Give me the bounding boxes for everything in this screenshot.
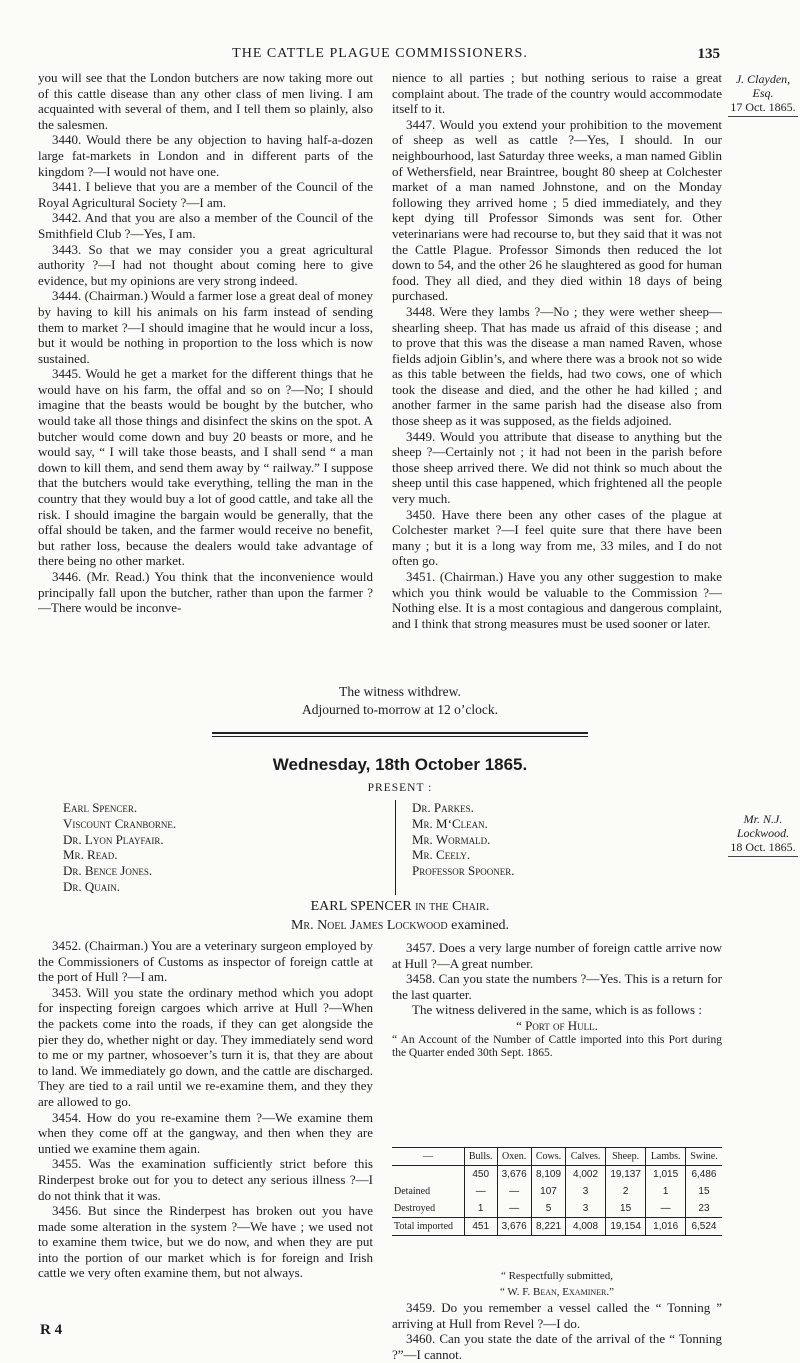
signature-line: “ W. F. Bean, Examiner.” [499,1285,614,1298]
table-cell: 19,137 [605,1166,646,1184]
table-cell: 23 [685,1200,722,1218]
chair-line: EARL SPENCER in the Chair. [310,899,490,914]
attendee: Dr. Parkes. [412,800,474,815]
table-cell: 15 [685,1183,722,1200]
table-header: — [392,1148,464,1166]
margin-witness-name: Mr. N.J. Lockwood. [736,812,790,840]
witness-withdrew: The witness withdrew. [339,684,461,699]
margin-witness-name: J. Clayden, Esq. [735,72,791,100]
attendee: Professor Spooner. [412,863,515,879]
paragraph: 3446. (Mr. Read.) You think that the inconvenience would principally fall upon the butcher, rather than upon the farmer ?—There would be inconve- [38,569,373,616]
present-label: PRESENT : [367,782,433,794]
attendee: Mr. Read. [63,847,118,863]
margin-witness-date: 17 Oct. 1865. [728,100,798,117]
section-rule [212,732,588,734]
table-cell: 451 [464,1218,497,1236]
table-cell: 2 [605,1183,646,1200]
section-rule [212,736,588,737]
table-header: Oxen. [497,1148,531,1166]
paragraph: 3452. (Chairman.) You are a veterinary surgeon employed by the Commissioners of Customs as inspector of foreign cattle at the port of Hull ?—I am. [38,938,373,985]
table-header: Bulls. [464,1148,497,1166]
attendee: Mr. Wormald. [412,831,491,847]
examined-suffix: examined. [447,918,510,933]
account-title: “ An Account of the Number of Cattle imported into this Port during the Quarter ended 30th Sept. 1865. [392,1033,722,1060]
table-cell: 1,016 [646,1218,686,1236]
table-header: Sheep. [605,1148,646,1166]
table-cell: 6,486 [685,1166,722,1184]
table-cell: 3 [566,1183,606,1200]
paragraph: 3448. Were they lambs ?—No ; they were wether sheep—shearling sheep. That has made us afraid of this disease ; and to prove that this was the disease a man named Raven, whose fields adjoin Giblin’s, and where there was a brook not so wide as this table between the fields, had two cows, one of which took the disease and died, and the other he had killed ; and another farmer in the same parish had the disease also from those sheep as it was supposed, as the fields adjoined. [392,303,722,429]
margin-note-witness-2 [728,812,798,857]
signature-mark: R 4 [40,1322,63,1338]
attendees-left [63,800,383,895]
table-cell: Destroyed [394,1203,436,1214]
paragraph: 3441. I believe that you are a member of the Council of the Royal Agricultural Society ?—I am. [38,179,373,210]
table-cell: 15 [605,1200,646,1218]
table-header: Swine. [685,1148,722,1166]
table-header-row [392,1148,722,1166]
adjourned-note: Adjourned to-morrow at 12 o’clock. [301,702,499,717]
table-cell: Detained [394,1186,431,1197]
paragraph: 3457. Does a very large number of foreign cattle arrive now at Hull ?—A great number. [392,940,722,971]
table-cell: 4,002 [566,1166,606,1184]
paragraph: 3455. Was the examination sufficiently strict before this Rinderpest broke out for you to detect any serious illness ?—I do not think that it was. [38,1156,373,1203]
attendee: Dr. Bence Jones. [63,863,153,879]
left-column-top [38,70,373,616]
table-cell: 3 [566,1200,606,1218]
paragraph: 3449. Would you attribute that disease to anything but the sheep ?—Certainly not ; it had not been in the parish before those sheep arrived there. We did not think so much about the sheep until this case happened, which frightened all the people very much. [392,428,722,507]
table-cell: — [464,1183,497,1200]
paragraph: 3454. How do you re-examine them ?—We examine them when they come off at the gangway, and then when they are untied we examine them again. [38,1109,373,1156]
right-column-bottom [392,940,722,1061]
left-column-bottom [38,938,373,1281]
table-cell: 8,221 [531,1218,566,1236]
page-header [40,46,720,66]
table-cell: 19,154 [605,1218,646,1236]
port-heading: “ Port of Hull. [516,1017,598,1033]
margin-note-witness-1 [728,72,798,117]
paragraph: you will see that the London butchers are now taking more out of this cattle disease than any other class of men living. I am acquainted with several of them, and I tell them so plainly, also the salesmen. [38,70,373,132]
paragraph: 3444. (Chairman.) Would a farmer lose a great deal of money by having to kill his animals on his farm instead of sending them to market ?—I should imagine that he would incur a loss, but it would be nothing in proportion to the loss which is now sustained. [38,288,373,366]
table-cell: 450 [464,1166,497,1184]
attendees-right [412,800,732,879]
signature-line: “ Respectfully submitted, [500,1270,614,1282]
table-header: Calves. [566,1148,606,1166]
page-number: 135 [697,46,720,62]
cattle-import-table [392,1147,722,1236]
right-column-top [392,70,722,631]
attendee: Mr. Ceely. [412,847,471,863]
attendee: Dr. Lyon Playfair. [63,831,164,847]
table-header: Cows. [531,1148,566,1166]
examined-line [0,918,800,934]
table-cell: 3,676 [497,1218,531,1236]
paragraph: 3453. Will you state the ordinary method which you adopt for inspecting foreign cargoes which arrive at Hull ?—When the packets come into the roads, if they can get alongside the pier they do, whether night or day. They immediately send word to me or my partner, whosoever’s turn it is, that they are about to land. We immediately go down, and the cattle are discharged. They are tied to a rail until we re-examine them, and they they are allowed to go. [38,984,373,1109]
table-cell: — [646,1200,686,1218]
paragraph: 3442. And that you are also a member of the Council of the Smithfield Club ?—Yes, I am. [38,210,373,241]
attendee: Earl Spencer. [63,800,138,815]
attendee: Mr. M‘Clean. [412,815,488,831]
paragraph: 3450. Have there been any other cases of the plague at Colchester market ?—I feel quite sure that there have been many ; but it is a long way from me, 33 miles, and I do not often go. [392,506,722,569]
margin-witness-date: 18 Oct. 1865. [728,840,798,857]
table-cell: Total imported [392,1218,464,1236]
paragraph: 3451. (Chairman.) Have you any other suggestion to make which you think would be valuable to the Commission ?—Nothing else. It is a most contagious and dangerous complaint, and I think that strong measures must be used sooner or later. [392,569,722,631]
table-cell: — [497,1200,531,1218]
attendees-divider [395,800,396,895]
right-column-end [392,1269,722,1363]
table-row [392,1200,722,1218]
table-cell: 5 [531,1200,566,1218]
table-cell [392,1166,464,1184]
table-cell: — [497,1183,531,1200]
running-title: THE CATTLE PLAGUE COMMISSIONERS. [232,46,528,61]
table-cell: 107 [531,1183,566,1200]
paragraph: 3445. Would he get a market for the different things that he would have on his farm, the offal and so on ?—No; I should imagine that the beasts would be bought by the butcher, who would take all those things and disinfect the skins on the spot. A butcher would come down and buy 20 beasts or more, and he would say, “ I will take those beasts, and I shall send “ a man down to kill them, and send them away by “ railway.” I suppose that the butchers would take everything, telling the man in the country that they would buy a lot of good cattle, and take all the risk. I should imagine the bargain would be generally, that the offal should be taken, and the farmer would receive no benefit, but rather loss, because the dealers would take advantage of there being no other market. [38,366,373,569]
table-header: Lambs. [646,1148,686,1166]
table-cell: 1 [646,1183,686,1200]
paragraph: nience to all parties ; but nothing serious to raise a great complaint about. The trade of the country would accommodate itself to it. [392,70,722,117]
session-date-heading: Wednesday, 18th October 1865. [272,755,528,774]
table-cell: 3,676 [497,1166,531,1184]
paragraph: 3460. Can you state the date of the arrival of the “ Tonning ?”—I cannot. [392,1331,722,1362]
paragraph: 3440. Would there be any objection to having half-a-dozen large fat-markets in London and in different parts of the kingdom ?—I would not have one. [38,132,373,179]
paragraph: 3458. Can you state the numbers ?—Yes. This is a return for the last quarter. [392,971,722,1002]
attendee: Dr. Quain. [63,878,121,894]
attendee: Viscount Cranborne. [63,815,177,831]
paragraph: 3443. So that we may consider you a great agricultural authority ?—I had not thought about coming here to give evidence, but my opinions are very strong indeed. [38,241,373,288]
table-cell: 1,015 [646,1166,686,1184]
table-cell: 6,524 [685,1218,722,1236]
delivered-note: The witness delivered in the same, which is as follows : [412,1002,702,1018]
table-cell: 8,109 [531,1166,566,1184]
paragraph: 3447. Would you extend your prohibition to the movement of sheep as well as cattle ?—Yes, I should. In our neighbourhood, last Saturday three weeks, a man named Giblin of Wethersfield, near Braintree, bought 80 sheep at Colchester market of a man named Johnstone, and on the Monday following they arrived home ; 5 died immediately, and they kept dying till Professor Simonds was sent for. Other veterinarians were had recourse to, but they said that it was not the Cattle Plague. Professor Simonds then reduced the lot down to 54, and the other 26 he slaughtered as good for human food. They all died, and they died within 18 days of being purchased. [392,116,722,304]
examined-witness-name: Mr. Noel James Lockwood [290,918,448,933]
table-row-total [392,1218,722,1236]
paragraph: 3456. But since the Rinderpest has broken out you have made some alteration in the system ?—We have ; we used not to examine them twice, but we do now, and when they are put into the portion of our market which is for foreign and Irish cattle we very often examine them, but not always. [38,1203,373,1281]
paragraph: 3459. Do you remember a vessel called the “ Tonning ” arriving at Hull from Revel ?—I do. [392,1300,722,1331]
table-cell: 4,008 [566,1218,606,1236]
table-row [392,1183,722,1200]
table-cell: 1 [464,1200,497,1218]
table-row [392,1166,722,1184]
